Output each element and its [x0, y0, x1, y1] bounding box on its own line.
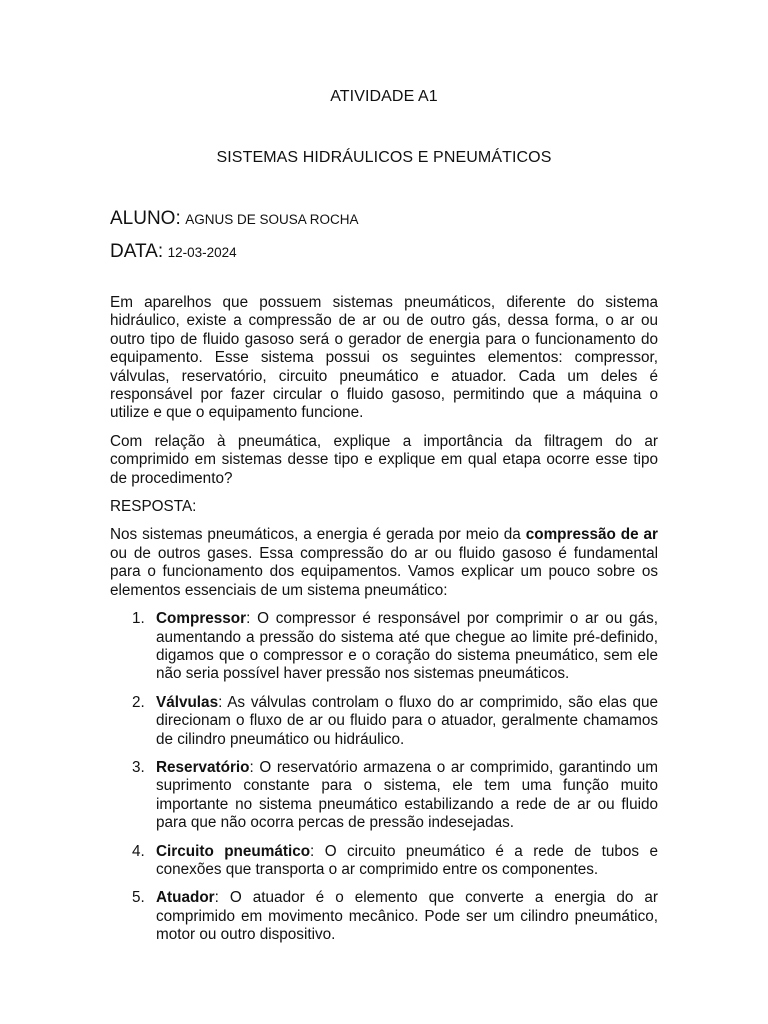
- student-label: ALUNO:: [110, 208, 181, 229]
- date-value: 12-03-2024: [167, 245, 237, 260]
- list-item: [110, 610, 658, 684]
- document-title: ATIVIDADE A1: [330, 88, 438, 105]
- date-label: DATA:: [110, 241, 164, 262]
- date-line: [110, 241, 237, 263]
- answer-label: RESPOSTA:: [110, 498, 197, 516]
- list-item-text: : O reservatório armazena o ar comprimido, garantindo um suprimento constante para o sistema, ele tem uma função muito importante no sistema pneumático estabilizando a rede de ar ou fluido para que não ocorra percas de pressão indesejadas.: [156, 758, 658, 832]
- list-item-term: Válvulas: [156, 693, 219, 711]
- list-item-term: Reservatório: [156, 758, 250, 776]
- list-item-number: 2.: [132, 693, 145, 711]
- list-item-number: 3.: [132, 758, 145, 776]
- list-item-number: 5.: [132, 889, 145, 907]
- intro-paragraph: Em aparelhos que possuem sistemas pneumáticos, diferente do sistema hidráulico, existe a compressão de ar ou de outro gás, dessa forma, o ar ou outro tipo de fluido gasoso será o gerador de energia para o funcionamento do equipamento. Esse sistema possui os seguintes elementos: compressor, válvulas, reservatório, circuito pneumático e atuador. Cada um deles é responsável por fazer circular o fluido gasoso, permitindo que a máquina o utilize e que o equipamento funcione.: [110, 294, 658, 422]
- list-item-text: : As válvulas controlam o fluxo do ar comprimido, são elas que direcionam o fluxo de ar ou fluido para o atuador, geralmente chamamos de cilindro pneumático ou hidráulico.: [156, 693, 658, 748]
- list-item-term: Circuito pneumático: [156, 842, 311, 860]
- list-item: [110, 694, 658, 749]
- list-item-number: 1.: [132, 610, 145, 628]
- list-item-text: : O circuito pneumático é a rede de tubos e conexões que transporta o ar comprimido entre os componentes.: [156, 842, 658, 878]
- answer-emphasis: compressão de ar: [525, 526, 658, 544]
- student-name: AGNUS DE SOUSA ROCHA: [185, 212, 359, 227]
- answer-paragraph: [110, 526, 658, 600]
- list-item: [110, 759, 658, 833]
- document-subtitle: SISTEMAS HIDRÁULICOS E PNEUMÁTICOS: [216, 149, 552, 166]
- document-body: [110, 294, 658, 955]
- elements-list: [110, 610, 658, 945]
- list-item-text: : O compressor é responsável por comprimir o ar ou gás, aumentando a pressão do sistema até que chegue ao limite pré-definido, digamos que o compressor e o coração do sistema pneumático, sem ele não seria possível haver pressão nos sistemas pneumáticos.: [156, 610, 658, 683]
- list-item: [110, 889, 658, 944]
- list-item-term: Atuador: [156, 889, 215, 907]
- answer-text-start: Nos sistemas pneumáticos, a energia é gerada por meio da: [110, 526, 526, 544]
- list-item-text: : O atuador é o elemento que converte a energia do ar comprimido em movimento mecânico. Pode ser um cilindro pneumático, motor ou outro dispositivo.: [156, 889, 658, 944]
- question-paragraph: Com relação à pneumática, explique a importância da filtragem do ar comprimido em sistemas desse tipo e explique em qual etapa ocorre esse tipo de procedimento?: [110, 432, 658, 487]
- list-item-number: 4.: [132, 842, 145, 860]
- student-line: [110, 208, 359, 230]
- answer-text-end: ou de outros gases. Essa compressão do ar ou fluido gasoso é fundamental para o funcionamento dos equipamentos. Vamos explicar um pouco sobre os elementos essenciais de um sistema pneumático:: [110, 544, 658, 599]
- list-item: [110, 843, 658, 880]
- list-item-term: Compressor: [156, 610, 247, 628]
